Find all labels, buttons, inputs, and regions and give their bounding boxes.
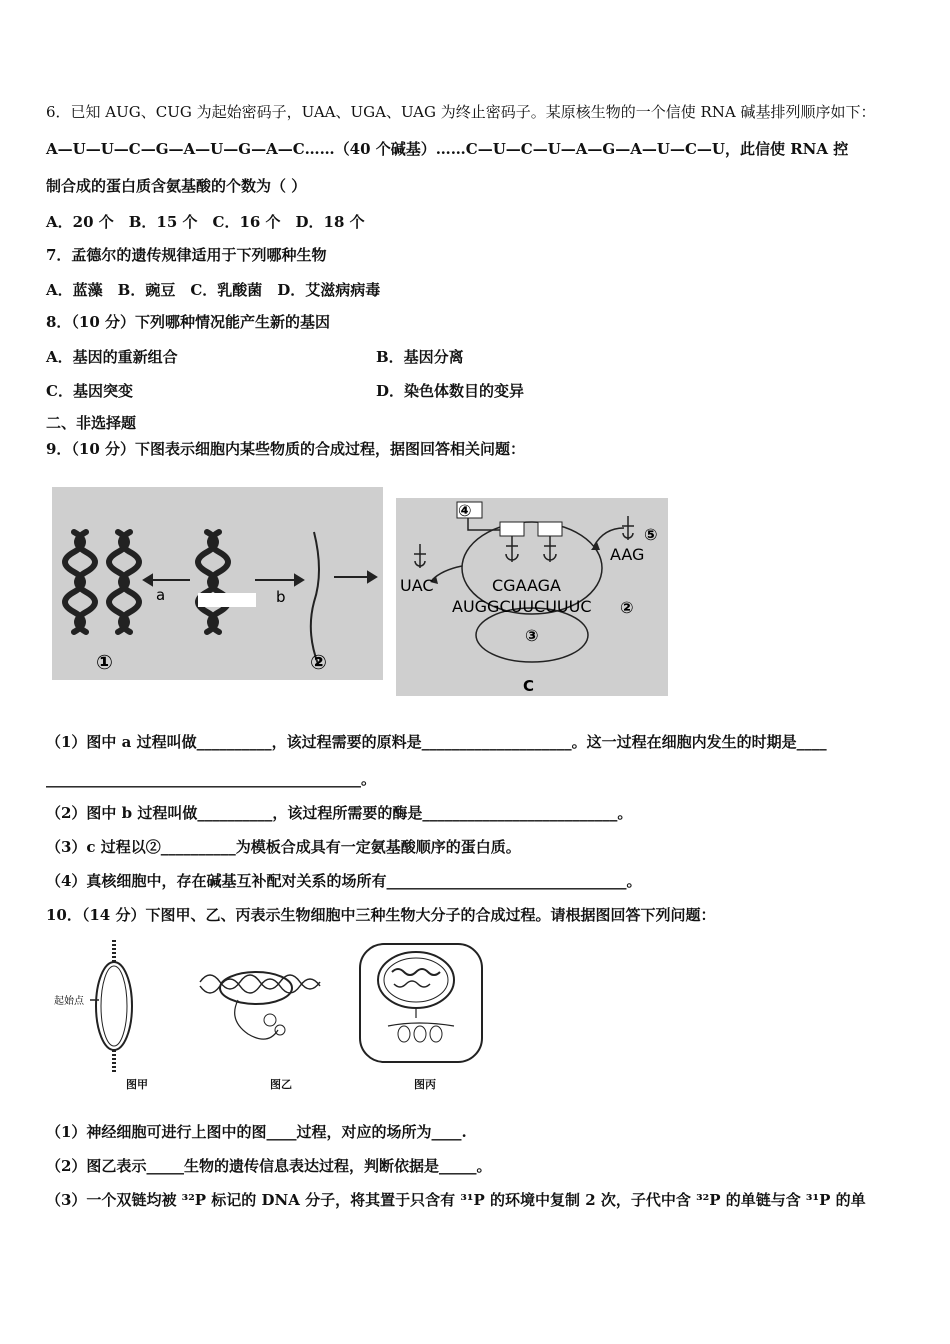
label-4: ④ <box>458 501 472 520</box>
figure-yi-transcription-translation <box>198 960 328 1050</box>
q10-stem: 10．（14 分）下图甲、乙、丙表示生物细胞中三种生物大分子的合成过程。请根据图回答下列问题： <box>46 906 716 924</box>
q10-sub3: （3）一个双链均被 ³²P 标记的 DNA 分子，将其置于只含有 ³¹P 的环境中复制 2 次，子代中含 ³²P 的单链与含 ³¹P 的单 <box>46 1191 866 1209</box>
caption-yi: 图乙 <box>270 1078 292 1091</box>
blank-patch <box>198 593 256 607</box>
q9-sub3: （3）c 过程以②__________为模板合成具有一定氨基酸顺序的蛋白质。 <box>46 838 521 856</box>
q8-stem: 8．（10 分）下列哪种情况能产生新的基因 <box>46 313 331 331</box>
label-mrna-sequence: AUGGCUUCUUUC <box>452 597 592 616</box>
label-2: ② <box>620 598 634 617</box>
figure-bing-eukaryotic-cell <box>358 942 484 1064</box>
q9-sub2: （2）图中 b 过程叫做__________，该过程所需要的酶是__________________________。 <box>46 804 633 822</box>
label-uac: UAC <box>400 576 434 595</box>
q6-line3: 制合成的蛋白质含氨基酸的个数为（ ） <box>46 177 307 195</box>
q6-options: A．20 个 B．15 个 C．16 个 D．18 个 <box>46 213 365 231</box>
q10-sub1: （1）神经细胞可进行上图中的图____过程，对应的场所为____. <box>46 1123 467 1141</box>
label-5: ⑤ <box>644 525 658 544</box>
label-c: C <box>523 677 535 695</box>
label-3: ③ <box>525 626 539 645</box>
q9-figure-translation <box>396 498 668 696</box>
caption-bing: 图丙 <box>414 1078 436 1091</box>
caption-jia: 图甲 <box>126 1078 148 1091</box>
label-2: ② <box>310 650 327 674</box>
label-aag: AAG <box>610 545 645 564</box>
q10-sub2: （2）图乙表示_____生物的遗传信息表达过程，判断依据是_____。 <box>46 1157 492 1175</box>
q8-option-b: B．基因分离 <box>376 348 464 366</box>
q8-option-a: A．基因的重新组合 <box>46 348 178 366</box>
origin-label: 起始点 <box>54 996 84 1007</box>
label-b: b <box>276 588 286 606</box>
q6-line1: 6．已知 AUG、CUG 为起始密码子，UAA、UGA、UAG 为终止密码子。某原核生物的一个信使 RNA 碱基排列顺序如下： <box>46 103 876 121</box>
q7-options: A．蓝藻 B．豌豆 C．乳酸菌 D．艾滋病病毒 <box>46 281 381 299</box>
q9-stem: 9．（10 分）下图表示细胞内某些物质的合成过程，据图回答相关问题： <box>46 440 526 458</box>
label-1: ① <box>96 650 113 674</box>
section-heading: 二、非选择题 <box>46 414 137 432</box>
q9-sub1-line1: （1）图中 a 过程叫做__________，该过程需要的原料是____________________。这一过程在细胞内发生的时期是____ <box>46 733 827 751</box>
q9-sub1-line2: __________________________________________。 <box>46 770 377 788</box>
q8-option-c: C．基因突变 <box>46 382 133 400</box>
q7-stem: 7．孟德尔的遗传规律适用于下列哪种生物 <box>46 246 327 264</box>
label-anticodons: CGAAGA <box>492 576 561 595</box>
figure-jia-replication <box>52 940 162 1072</box>
q8-option-d: D．染色体数目的变异 <box>376 382 525 400</box>
q9-figure-ab <box>52 487 383 680</box>
q9-sub4: （4）真核细胞中，存在碱基互补配对关系的场所有________________________________。 <box>46 872 642 890</box>
label-a: a <box>156 586 166 604</box>
q6-line2: A—U—U—C—G—A—U—G—A—C……（40 个碱基）……C—U—C—U—A—G—A—U—C—U，此信使 RNA 控 <box>46 140 849 158</box>
